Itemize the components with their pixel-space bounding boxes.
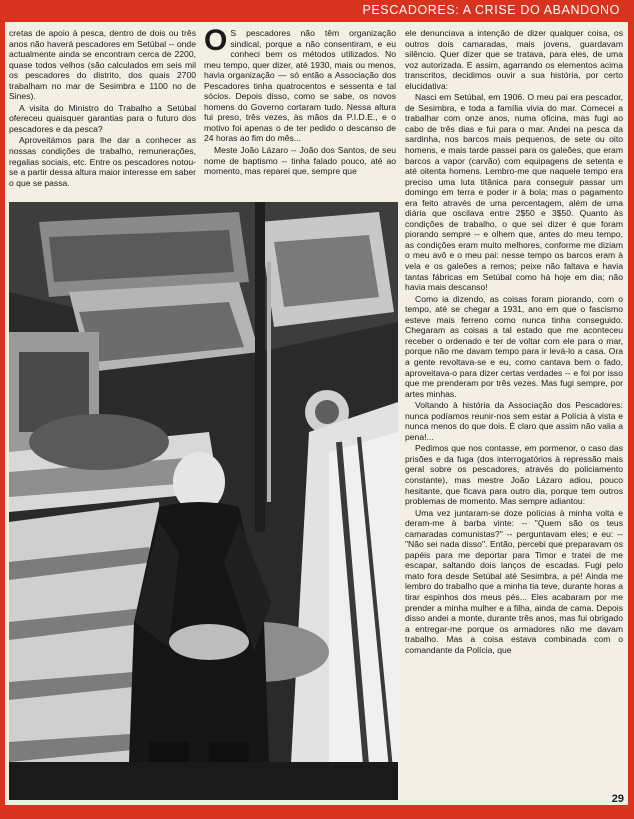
paragraph: ele denunciava a intenção de dizer qualquer coisa, os outros dois camaradas, mais jovens, guardavam silêncio. Quer dizer que se tratava, para eles, de uma voz autorizada. E assim, agarrando os elementos acima transcritos, decidimos ouvir a sua história, por certo elucidativa: — [405, 28, 623, 91]
paragraph: Pedimos que nos contasse, em pormenor, o caso das prisões e da fuga (dos interrogatórios à repressão mais geral sobre os pescadores, através do policiamento constante), mas mestre João Lázaro adiou, pouco hesitante, que ficava para outro dia, porque tem outros problemas de momento. Mas sempre adiantou: — [405, 443, 623, 507]
text-column-3 — [405, 28, 623, 801]
paragraph: A visita do Ministro do Trabalho a Setúbal ofereceu quaisquer garantias para o futuro dos pescadores e da pesca? — [9, 102, 196, 134]
section-title: PESCADORES: A CRISE DO ABANDONO — [362, 3, 620, 17]
paragraph: Aproveitámos para lhe dar a conhecer as nossas condições de trabalho, remunerações, regalias sociais, etc. Entre os pescadores notou-se a partir dessa altura maior interesse em saber o que se passa. — [9, 135, 196, 188]
page-border-right — [628, 0, 634, 819]
photo-illustration — [9, 202, 398, 800]
paragraph: Voltando à história da Associação dos Pescadores: nunca podíamos reunir-nos sem estar a Polícia à vista e nunca menos do que dois. É claro que assim não valia a pena!... — [405, 400, 623, 442]
page-number: 29 — [611, 793, 624, 805]
paragraph: Uma vez juntaram-se doze polícias à minha volta e deram-me à barba vinte: -- "Quem são os teus camaradas comunistas?" -- perguntavam eles; e eu: -- "Não sei nada disso". Então, percebi que preparavam os papéis para me deportar para Timor e tratei de me escapar, saltando dois lanços de escadas. Fugi pelo mato fora desde Setúbal até Sesimbra, a pé! Ainda me lembro do trabalho que a minha tia teve, durante horas a tirar espinhos dos meus pés... Eles acabaram por me prender a minha mulher e a filha, ainda de cama. Depois disso andei a monte, durante três anos, mas fui obrigado a entregar-me porque os armadores não me davam trabalho. Mas a coisa estava combinada com o comandante da Polícia, que — [405, 507, 623, 655]
paragraph: Meste João Lázaro -- João dos Santos, de seu nome de baptismo -- tinha falado pouco, até ao momento, mas reparei que, sempre que — [204, 145, 396, 177]
paragraph: Como ia dizendo, as coisas foram piorando, com o tempo, até se chegar a 1931, ano em que o fascismo esteve mais ferreno como nunca tinha conseguido. Chegaram as coisas a tal estado que me aconteceu receber o ordenado e ter de voltar com ele para o mar, porque não me davam tempo para ir levá-lo a casa. Ora a gente revoltava-se e eu, como cantava bem o fado, aproveitava-o para dizer certas verdades -- e foi por isso que me prenderam por três vezes. Mas fugi sempre, por artes minhas. — [405, 293, 623, 399]
text-column-1 — [9, 28, 196, 198]
paragraph: Nasci em Setúbal, em 1906. O meu pai era pescador, de Sesimbra, e toda a família vivia do mar. Comecei a trabalhar com onze anos, numa oficina, mas fugi ao cabo de três dias e fui para o mar. Andei na pesca da sardinha, nos barcos mais pequenos, de sete ou oito homens, e mais tarde passei para os galeões, que eram barcos a vapor (carvão) com equipagens de setenta e até oitenta homens. Lembro-me que naquele tempo era preciso uma luta titânica para conseguir passar um domingo em terra e poder ir à bola; mas o pagamento era feito através de uma percentagem, além de uma diária que oscilava entre 2$50 e 3$50. Quanto às condições de trabalho, o que sei dizer é que foram piorando sempre -- e olhem que, antes do meu tempo, as condições eram muito melhores, conforme me diziam o meu avô e o meu pai: nesse tempo os barcos eram à vela e os galeões a remos; peixe não faltava e havia tantas fábricas em Setúbal como há hoje em dia; não havia mais descanso! — [405, 92, 623, 293]
drop-cap: O — [204, 28, 228, 57]
header-band — [0, 0, 634, 22]
fisherman-photo — [9, 202, 398, 800]
page-border-left — [0, 0, 5, 819]
text-column-2 — [204, 28, 396, 198]
page-border-bottom — [0, 805, 634, 819]
paragraph: S pescadores não têm organização sindical, porque a não consentiram, e eu conheci bem os métodos utilizados. No meu tempo, quer dizer, até 1930, mais ou menos, havia organização — só então a Associação dos Pescadores tinha quatrocentos e sessenta e tal sócios. Depois disso, como se sabe, os novos homens do Governo cortaram tudo. Nessa altura fui preso, três vezes, às mãos da P.I.D.E., e o motivo foi apenas o de ter pedido o descanso de 24 horas ao fim do mês... — [204, 28, 396, 144]
paragraph: cretas de apoio à pesca, dentro de dois ou três anos não haverá pescadores em Setúbal -- onde actualmente ainda se encontram cerca de 2200, quase todos velhos (são calculados em seis mil os pescadores do distrito, dos quais 2700 trabalham no mar de Sesimbra e 1100 no de Sines). — [9, 28, 196, 102]
